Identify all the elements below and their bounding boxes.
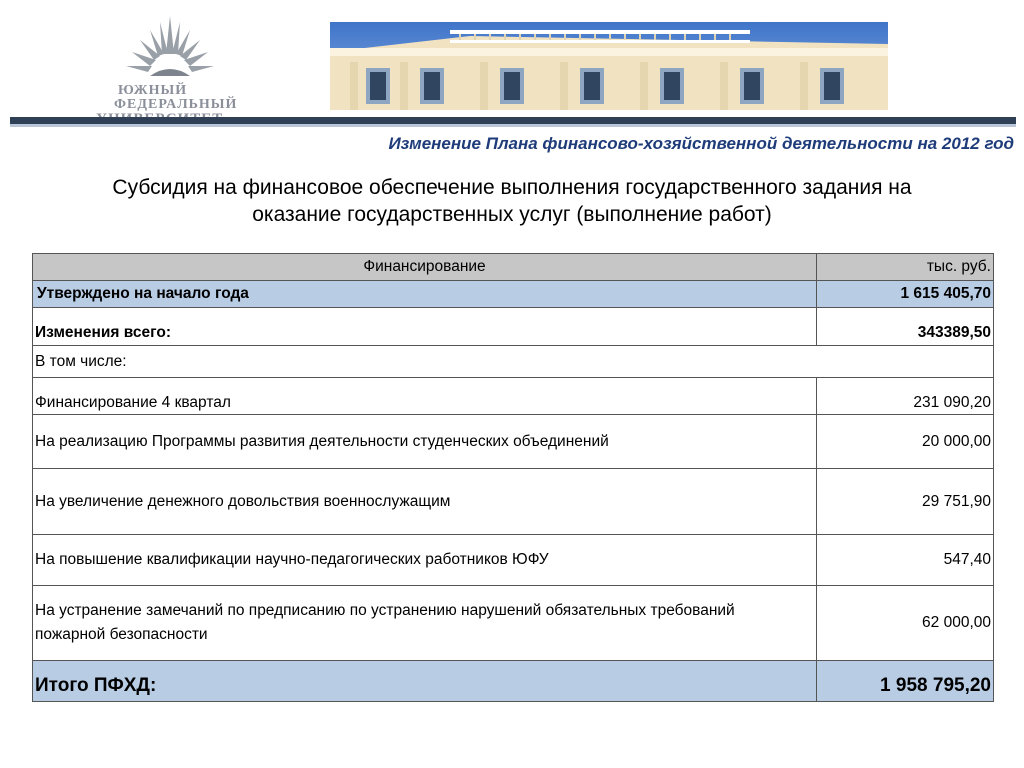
row-label: На увеличение денежного довольствия военнослужащим — [33, 469, 817, 535]
row-label: На повышение квалификации научно-педагогических работников ЮФУ — [33, 535, 817, 586]
row-label: На устранение замечаний по предписанию по устранению нарушений обязательных требований пожарной безопасности — [33, 586, 817, 661]
building-banner — [330, 22, 888, 110]
table-row — [33, 378, 994, 415]
row-label: На реализацию Программы развития деятельности студенческих объединений — [33, 415, 817, 469]
heading-line-2: оказание государственных услуг (выполнение работ) — [252, 203, 772, 226]
row-value: 62 000,00 — [817, 586, 994, 661]
approved-label: Утверждено на начало года — [33, 281, 817, 308]
university-crest-icon — [120, 14, 220, 84]
slide-heading — [40, 174, 984, 228]
university-logo — [92, 14, 252, 118]
table-row-including — [33, 346, 994, 378]
table-row — [33, 535, 994, 586]
row-value: 547,40 — [817, 535, 994, 586]
row-value: 231 090,20 — [817, 378, 994, 415]
row-label: Финансирование 4 квартал — [33, 378, 817, 415]
total-label: Итого ПФХД: — [33, 661, 817, 702]
table-row-changes — [33, 308, 994, 346]
row-value: 29 751,90 — [817, 469, 994, 535]
table-row-approved — [33, 281, 994, 308]
slide-subtitle: Изменение Плана финансово-хозяйственной деятельности на 2012 год — [388, 134, 1014, 153]
table-row — [33, 469, 994, 535]
changes-label: Изменения всего: — [33, 308, 817, 346]
changes-value: 343389,50 — [817, 308, 994, 346]
approved-value: 1 615 405,70 — [817, 281, 994, 308]
column-header-unit: тыс. руб. — [817, 254, 994, 281]
logo-line-1: ЮЖНЫЙ — [118, 83, 188, 98]
table-row — [33, 586, 994, 661]
table-row-total — [33, 661, 994, 702]
column-header-financing: Финансирование — [33, 254, 817, 281]
total-value: 1 958 795,20 — [817, 661, 994, 702]
row-value: 20 000,00 — [817, 415, 994, 469]
including-label: В том числе: — [33, 346, 994, 378]
table-header-row — [33, 254, 994, 281]
header-divider — [10, 117, 1016, 124]
logo-line-2: ФЕДЕРАЛЬНЫЙ — [114, 97, 238, 112]
financing-table — [32, 253, 994, 702]
header-divider-accent — [10, 124, 1016, 127]
table-row — [33, 415, 994, 469]
heading-line-1: Субсидия на финансовое обеспечение выполнения государственного задания на — [112, 176, 912, 199]
